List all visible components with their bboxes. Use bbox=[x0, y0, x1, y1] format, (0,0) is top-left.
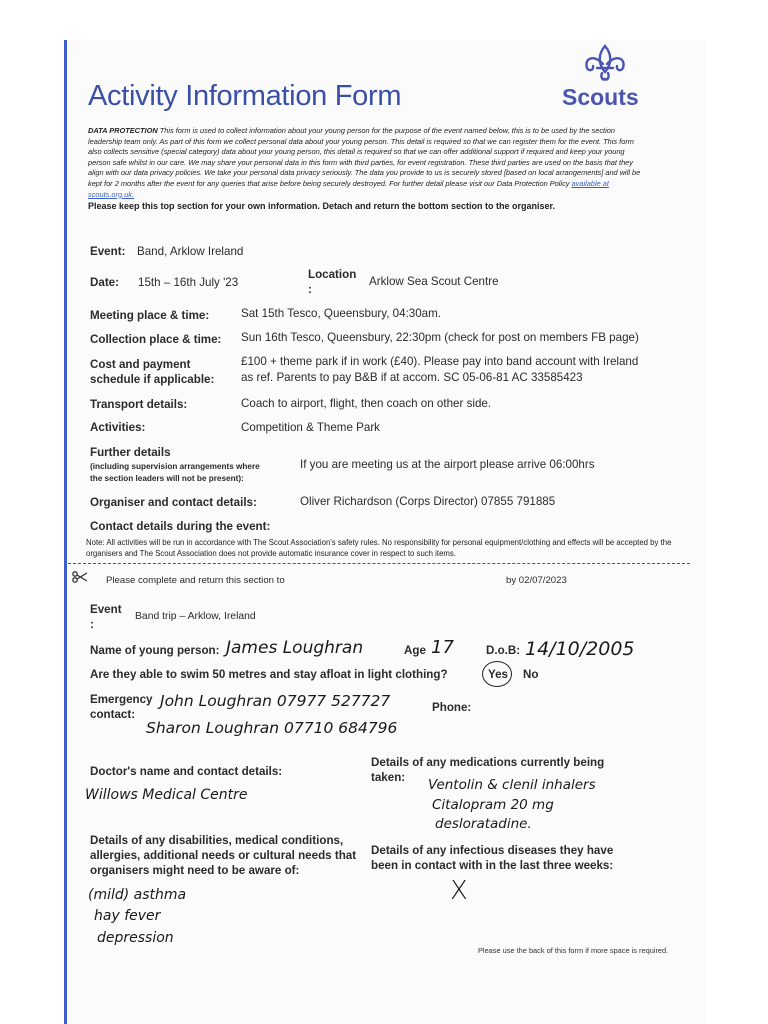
page-edge-bar bbox=[64, 40, 67, 1024]
location-colon: : bbox=[308, 283, 312, 296]
yes-option[interactable]: Yes bbox=[488, 668, 508, 681]
condition-2[interactable]: hay fever bbox=[94, 908, 161, 924]
disabilities-label-1: Details of any disabilities, medical conditions, bbox=[90, 834, 344, 847]
disabilities-label-2: allergies, additional needs or cultural needs that bbox=[90, 849, 357, 862]
further-details-sub-2: the section leaders will not be present): bbox=[90, 474, 244, 483]
event-label: Event: bbox=[90, 245, 126, 258]
emergency-contact-2[interactable]: Sharon Loughran 07710 684796 bbox=[146, 719, 398, 737]
disabilities-label-3: organisers might need to be aware of: bbox=[90, 864, 300, 877]
return-event-value: Band trip – Arklow, Ireland bbox=[135, 611, 256, 622]
medications-label-1: Details of any medications currently being bbox=[371, 756, 605, 769]
medication-2[interactable]: Citalopram 20 mg bbox=[432, 797, 554, 813]
collection-value: Sun 16th Tesco, Queensbury, 22:30pm (check for post on members FB page) bbox=[241, 331, 639, 344]
contact-during-label: Contact details during the event: bbox=[90, 520, 271, 533]
organiser-value: Oliver Richardson (Corps Director) 07855 791885 bbox=[300, 495, 556, 508]
condition-1[interactable]: (mild) asthma bbox=[88, 887, 187, 903]
emergency-label-2: contact: bbox=[90, 708, 136, 721]
emergency-contact-1[interactable]: John Loughran 07977 527727 bbox=[160, 692, 391, 710]
return-event-colon: : bbox=[90, 618, 94, 631]
age-label: Age bbox=[404, 644, 426, 657]
scissors-icon bbox=[72, 571, 88, 583]
infectious-value[interactable]: X bbox=[450, 876, 468, 906]
swim-question: Are they able to swim 50 metres and stay afloat in light clothing? bbox=[90, 668, 448, 681]
phone-label: Phone: bbox=[432, 701, 472, 714]
scouts-logo-text: Scouts bbox=[562, 84, 639, 110]
further-details-sub-1: (including supervision arrangements where bbox=[90, 462, 260, 471]
cost-value-1: £100 + theme park if in work (£40). Please pay into band account with Ireland bbox=[241, 355, 639, 368]
age-value[interactable]: 17 bbox=[431, 637, 454, 658]
organiser-label: Organiser and contact details: bbox=[90, 496, 257, 509]
footer-note: Please use the back of this form if more space is required. bbox=[478, 946, 669, 955]
dob-label: D.o.B: bbox=[486, 644, 521, 657]
keep-notice: Please keep this top section for your own information. Detach and return the bottom section to the organiser. bbox=[88, 201, 556, 211]
fleur-de-lis-icon bbox=[580, 42, 630, 84]
return-instructions: Please complete and return this section to bbox=[106, 575, 285, 586]
event-value: Band, Arklow Ireland bbox=[137, 245, 244, 258]
dob-value[interactable]: 14/10/2005 bbox=[525, 638, 635, 660]
infectious-label-2: been in contact with in the last three weeks: bbox=[371, 859, 614, 872]
transport-label: Transport details: bbox=[90, 398, 188, 411]
medications-label-2: taken: bbox=[371, 771, 406, 784]
data-protection-label: DATA PROTECTION bbox=[88, 126, 158, 135]
name-label: Name of young person: bbox=[90, 644, 220, 657]
return-event-label: Event bbox=[90, 603, 122, 616]
activities-value: Competition & Theme Park bbox=[241, 421, 380, 434]
activities-label: Activities: bbox=[90, 421, 146, 434]
return-by-date: by 02/07/2023 bbox=[506, 575, 567, 586]
emergency-label-1: Emergency bbox=[90, 693, 153, 706]
cost-value-2: as ref. Parents to pay B&B if at accom. SC 05-06-81 AC 33585423 bbox=[241, 371, 583, 384]
meeting-value: Sat 15th Tesco, Queensbury, 04:30am. bbox=[241, 307, 442, 320]
data-protection-text bbox=[88, 126, 648, 200]
safety-note: Note: All activities will be run in accordance with The Scout Association's safety rules. No responsibility for personal equipment/clothing and effects will be accepted by the organisers and The Scout Association does not provide automatic insurance cover in respect to such items. bbox=[86, 538, 672, 558]
date-value: 15th – 16th July '23 bbox=[138, 276, 239, 289]
location-value: Arklow Sea Scout Centre bbox=[369, 275, 499, 288]
meeting-label: Meeting place & time: bbox=[90, 309, 210, 322]
transport-value: Coach to airport, flight, then coach on other side. bbox=[241, 397, 492, 410]
doctor-value[interactable]: Willows Medical Centre bbox=[85, 787, 248, 803]
location-label: Location bbox=[308, 268, 357, 281]
further-details-label: Further details bbox=[90, 446, 171, 459]
collection-label: Collection place & time: bbox=[90, 333, 222, 346]
further-details-value: If you are meeting us at the airport please arrive 06:00hrs bbox=[300, 458, 595, 471]
cost-label-2: schedule if applicable: bbox=[90, 373, 215, 386]
condition-3[interactable]: depression bbox=[97, 930, 174, 946]
data-protection-link[interactable]: available at scouts.org.uk. bbox=[88, 178, 609, 199]
cost-label-1: Cost and payment bbox=[90, 358, 191, 371]
medication-1[interactable]: Ventolin & clenil inhalers bbox=[428, 777, 596, 793]
medication-3[interactable]: desloratadine. bbox=[435, 816, 532, 832]
doctor-label: Doctor's name and contact details: bbox=[90, 765, 283, 778]
date-label: Date: bbox=[90, 276, 119, 289]
form-title: Activity Information Form bbox=[88, 80, 402, 112]
infectious-label-1: Details of any infectious diseases they have bbox=[371, 844, 614, 857]
data-protection-body: This form is used to collect information about your young person for the purpose of the event named below, this is to be used by the section leadership team only. As part of this form we collect personal data about your young person. This detail is required so that we can register them for the event. This form also collects sensitive (special category) data about your young person, this detail is required so that we can offer additional support if required and keep your young person safe whilst in our care. We may share your personal data in this form with third parties, for event registration. These third parties are used on the basis that they align with our data privacy policies. We take your personal data privacy seriously. The data you provide to us is securely stored [based on local arrangements] and will be kept for 2 months after the event for any queries that arise before being securely destroyed. For further detail please visit our Data Protection Policy bbox=[88, 126, 641, 188]
no-option[interactable]: No bbox=[523, 668, 539, 681]
name-value[interactable]: James Loughran bbox=[226, 638, 364, 658]
cut-line bbox=[68, 563, 690, 564]
